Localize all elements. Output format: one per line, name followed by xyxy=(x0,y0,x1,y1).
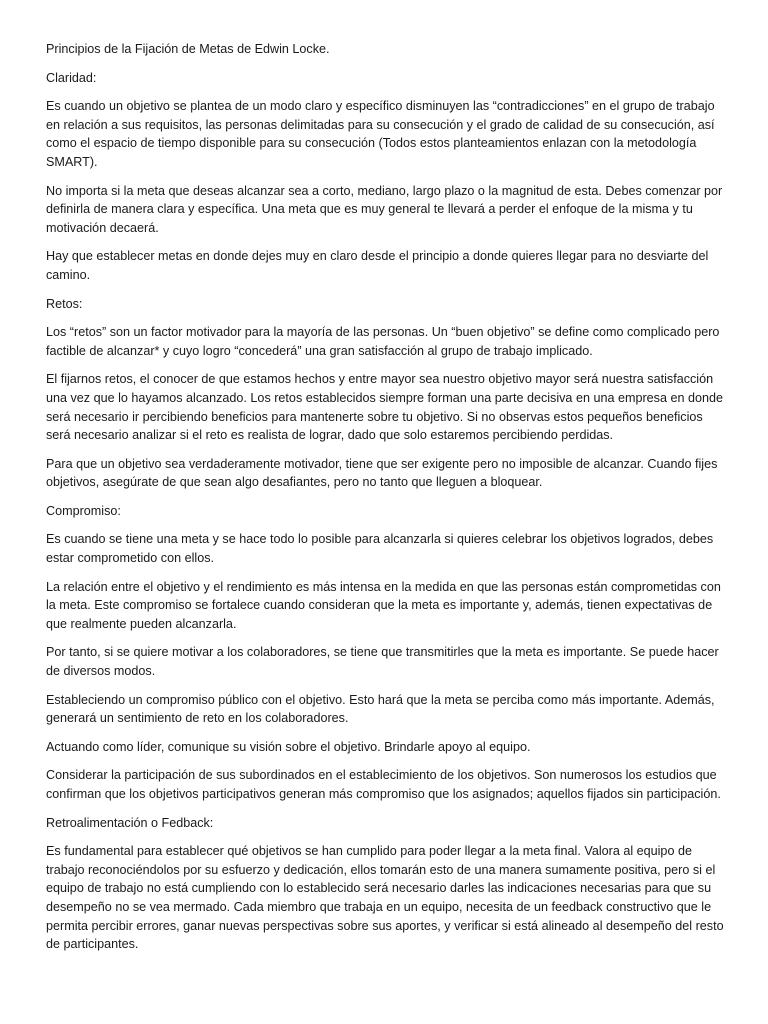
paragraph: El fijarnos retos, el conocer de que estamos hechos y entre mayor sea nuestro objetivo mayor será nuestra satisfacción una vez que lo hayamos alcanzado. Los retos establecidos siempre forman una parte decisiva en una empresa en donde será necesario ir percibiendo beneficios para mantenerte sobre tu objetivo. Si no observas estos pequeños beneficios será necesario analizar si el reto es realista de lograr, dado que solo estaremos percibiendo perdidas. xyxy=(46,372,723,443)
paragraph: Para que un objetivo sea verdaderamente motivador, tiene que ser exigente pero no imposible de alcanzar. Cuando fijes objetivos, asegúrate de que sean algo desafiantes, pero no tanto que lleguen a bloquear. xyxy=(46,456,718,490)
paragraph: Los “retos” son un factor motivador para la mayoría de las personas. Un “buen objetivo” se define como complicado pero factible de alcanzar* y cuyo logro “concederá” una gran satisfacción al grupo de trabajo implicado. xyxy=(46,325,720,358)
section-heading-retos: Retos: xyxy=(46,296,83,311)
document-title: Principios de la Fijación de Metas de Edwin Locke. xyxy=(46,42,330,56)
paragraph: Es cuando un objetivo se plantea de un modo claro y específico disminuyen las “contradicciones” en el grupo de trabajo en relación a sus requisitos, las personas delimitadas para su consecución y el grado de calidad de su consecución, así como el espacio de tiempo disponible para su consecución (Todos estos planteamientos enlazan con la metodología SMART). xyxy=(46,99,715,169)
section-heading-claridad: Claridad: xyxy=(46,70,97,85)
paragraph: No importa si la meta que deseas alcanzar sea a corto, mediano, largo plazo o la magnitud de esta. Debes comenzar por definirla de manera clara y específica. Una meta que es muy general te llevará a perder el enfoque de la misma y tu motivación decaerá. xyxy=(46,183,723,235)
paragraph: Actuando como líder, comunique su visión sobre el objetivo. Brindarle apoyo al equipo. xyxy=(46,739,531,754)
paragraph: La relación entre el objetivo y el rendimiento es más intensa en la medida en que las personas están comprometidas con la meta. Este compromiso se fortalece cuando consideran que la meta es importante y, además, tienen expectativas de que realmente pueden alcanzarla. xyxy=(46,579,721,631)
document-body xyxy=(46,40,726,964)
section-heading-compromiso: Compromiso: xyxy=(46,503,121,518)
paragraph: Es fundamental para establecer qué objetivos se han cumplido para poder llegar a la meta final. Valora al equipo de trabajo reconociéndolos por su esfuerzo y dedicación, ellos tomarán esto de una manera sumamente positiva, pero si el equipo de trabajo no está cumpliendo con lo establecido será necesario darles las indicaciones necesarias para que su desempeño no se vea mermado. Cada miembro que trabaja en un equipo, necesita de un feedback constructivo que le permita percibir errores, ganar nuevas perspectivas sobre sus aportes, y verificar si está alineado al desempeño del resto de participantes. xyxy=(46,844,724,952)
paragraph: Considerar la participación de sus subordinados en el establecimiento de los objetivos. Son numerosos los estudios que confirman que los objetivos participativos generan más compromiso que los asignados; aquellos fijados sin participación. xyxy=(46,768,721,801)
paragraph: Hay que establecer metas en donde dejes muy en claro desde el principio a donde quieres llegar para no desviarte del camino. xyxy=(46,249,709,282)
paragraph: Por tanto, si se quiere motivar a los colaboradores, se tiene que transmitirles que la meta es importante. Se puede hacer de diversos modos. xyxy=(46,645,719,679)
section-heading-retroalimentacion: Retroalimentación o Fedback: xyxy=(46,815,214,830)
paragraph: Estableciendo un compromiso público con el objetivo. Esto hará que la meta se perciba como más importante. Además, generará un sentimiento de reto en los colaboradores. xyxy=(46,692,715,726)
paragraph: Es cuando se tiene una meta y se hace todo lo posible para alcanzarla si quieres celebrar los objetivos logrados, debes estar comprometido con ellos. xyxy=(46,532,714,566)
